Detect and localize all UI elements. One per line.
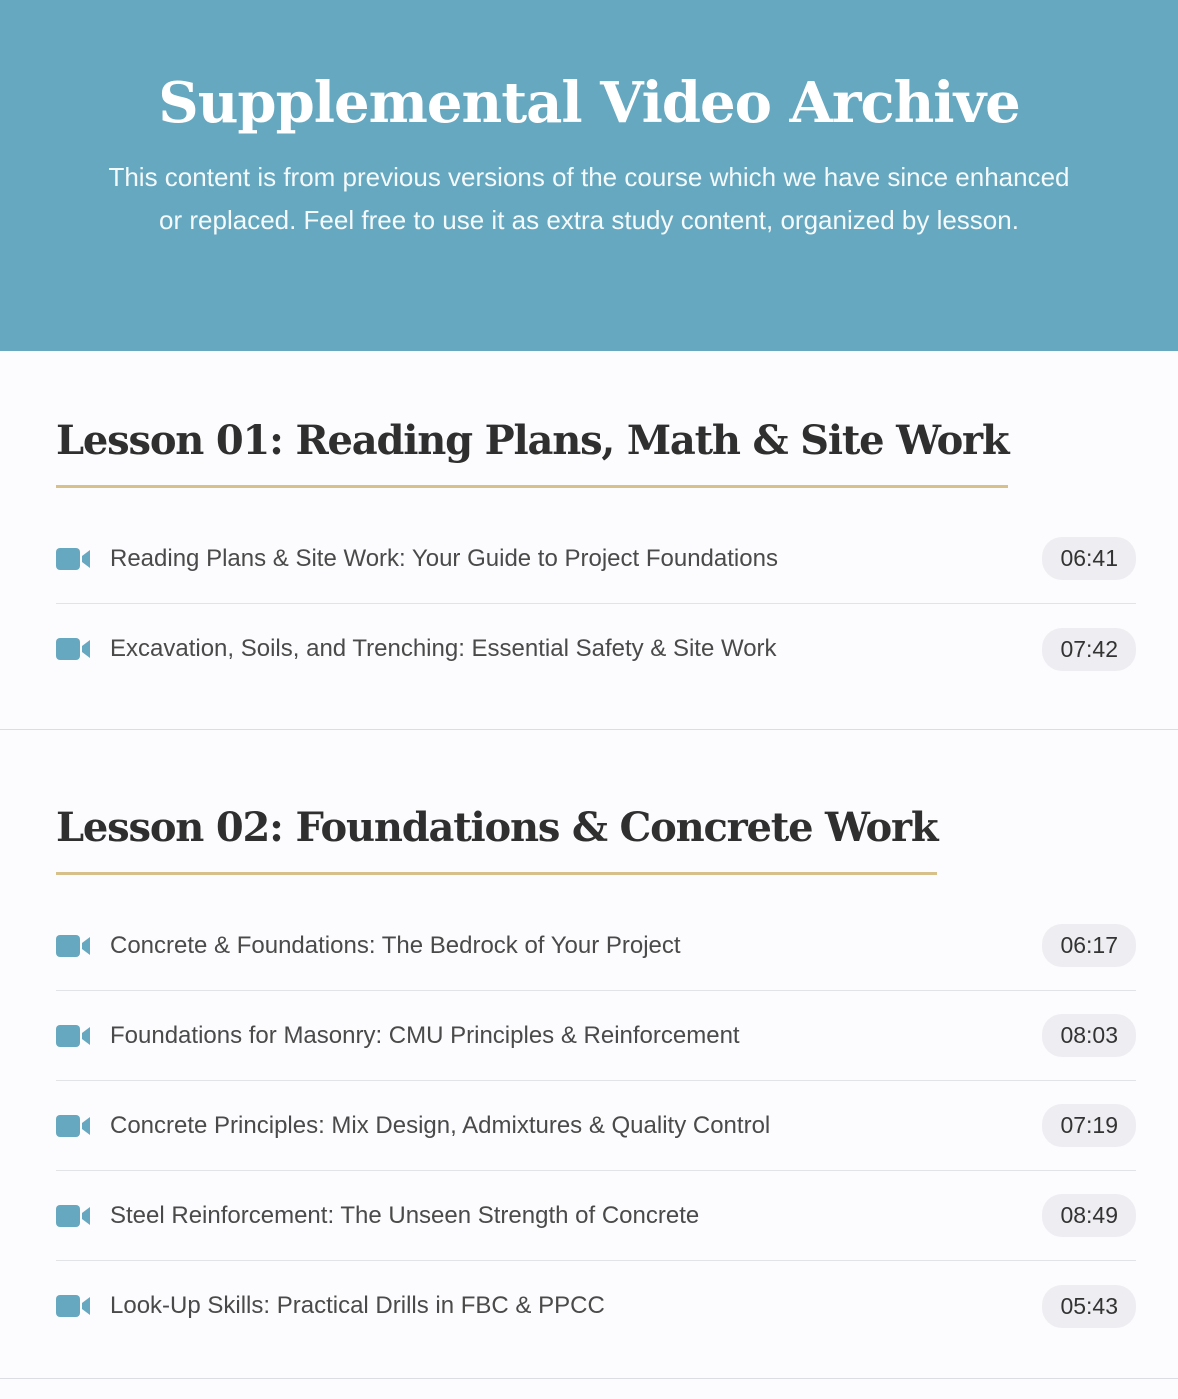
video-camera-icon [56,935,92,957]
video-title[interactable]: Foundations for Masonry: CMU Principles & Reinforcement [110,1021,740,1049]
video-camera-icon [56,1295,92,1317]
page-header [0,0,1178,351]
page-subtitle: This content is from previous versions of the course which we have since enhanced or replaced. Feel free to use it as extra study content, organized by lesson. [108,162,1070,235]
video-list-item[interactable] [56,1261,1136,1351]
page-title: Supplemental Video Archive [158,70,1020,136]
video-list-item[interactable] [56,1171,1136,1261]
duration-badge: 06:41 [1042,537,1136,580]
video-list-item[interactable] [56,991,1136,1081]
video-camera-icon [56,638,92,660]
video-list [56,901,1136,1351]
video-title[interactable]: Reading Plans & Site Work: Your Guide to Project Foundations [110,544,778,572]
lesson-section [0,351,1178,730]
video-list-item[interactable] [56,514,1136,604]
video-camera-icon [56,1025,92,1047]
duration-badge: 08:03 [1042,1014,1136,1057]
lesson-title: Lesson 02: Foundations & Concrete Work [56,798,937,875]
duration-badge: 07:19 [1042,1104,1136,1147]
video-title[interactable]: Steel Reinforcement: The Unseen Strength of Concrete [110,1201,700,1229]
duration-badge: 07:42 [1042,628,1136,671]
video-list-item[interactable] [56,604,1136,694]
video-title[interactable]: Concrete & Foundations: The Bedrock of Your Project [110,931,681,959]
video-camera-icon [56,1205,92,1227]
video-camera-icon [56,1115,92,1137]
video-title[interactable]: Concrete Principles: Mix Design, Admixtures & Quality Control [110,1111,771,1139]
video-list-item[interactable] [56,1081,1136,1171]
duration-badge: 05:43 [1042,1285,1136,1328]
duration-badge: 08:49 [1042,1194,1136,1237]
duration-badge: 06:17 [1042,924,1136,967]
video-title[interactable]: Excavation, Soils, and Trenching: Essential Safety & Site Work [110,635,777,662]
video-list-item[interactable] [56,901,1136,991]
video-title[interactable]: Look-Up Skills: Practical Drills in FBC & PPCC [110,1292,605,1319]
video-camera-icon [56,548,92,570]
lesson-title: Lesson 01: Reading Plans, Math & Site Work [56,411,1008,488]
video-list [56,514,1136,694]
lesson-section [0,730,1178,1379]
